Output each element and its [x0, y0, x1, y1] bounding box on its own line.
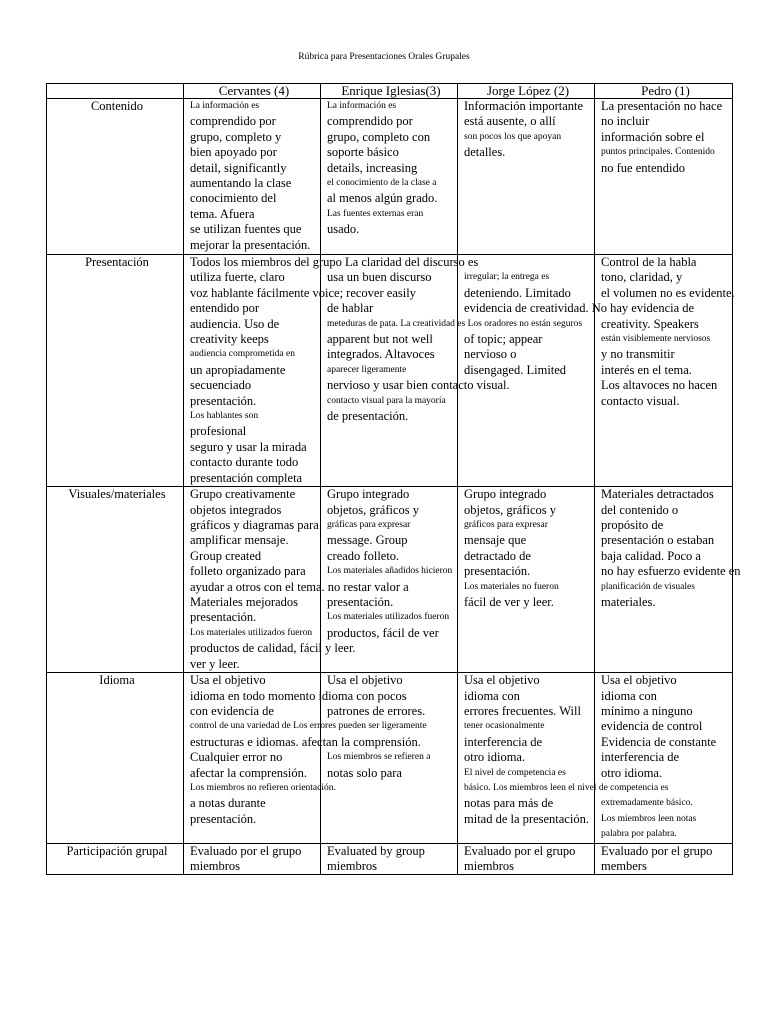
cell-text-line: La información es	[190, 101, 260, 111]
cell-text-line: creado folleto.	[327, 548, 400, 563]
cell-text-line: idioma con	[601, 688, 657, 703]
cell-text-line: son pocos los que apoyan	[464, 131, 562, 142]
cell-text-line: soporte básico	[327, 145, 399, 160]
cell-text-line: Materiales mejorados	[190, 594, 298, 609]
cell-text-line: Los miembros se refieren a	[327, 752, 431, 763]
cell-text-line: presentación.	[190, 610, 257, 625]
cell-text-line: a notas durante	[190, 796, 266, 811]
cell-text-line: nervioso y usar bien contacto visual.	[327, 378, 510, 393]
cell-text-line: está ausente, o allí	[464, 114, 556, 129]
cell-text-line: básico. Los miembros leen el nivel de competencia es	[464, 782, 669, 793]
rubric-cell	[595, 99, 733, 255]
row-label-visuales: Visuales/materiales	[47, 487, 184, 673]
cell-text-line: gráficas para expresar	[327, 519, 411, 530]
cell-text-line: de hablar	[327, 301, 374, 316]
cell-text-line: miembros	[327, 858, 377, 873]
cell-text-line: planificación de visuales	[601, 581, 695, 592]
cell-text-line: interferencia de	[601, 750, 680, 765]
cell-text-line: contacto visual.	[601, 393, 680, 408]
cell-text-line: Materiales detractados	[601, 487, 714, 502]
cell-text-line: presentación.	[327, 594, 394, 609]
cell-text-line: integrados. Altavoces	[327, 347, 435, 362]
cell-text-line: notas solo para	[327, 765, 402, 780]
cell-text-line: interés en el tema.	[601, 362, 692, 377]
cell-text-line: meteduras de pata. La creatividad es Los oradores no están seguros	[327, 318, 583, 329]
cell-text-line: gráficos y diagramas para	[190, 517, 319, 532]
cell-text-line: comprendido por	[190, 114, 276, 129]
cell-text-line: El nivel de competencia es	[464, 767, 566, 778]
cell-text-line: productos de calidad, fácil y leer.	[190, 641, 356, 656]
cell-text-line: Usa el objetivo	[464, 673, 540, 688]
cell-text-line: apparent but not well	[327, 332, 433, 347]
document-title: Rúbrica para Presentaciones Orales Grupales	[298, 52, 470, 62]
cell-text-line: audiencia comprometida en	[190, 349, 295, 360]
cell-text-line: se utilizan fuentes que	[190, 222, 302, 237]
cell-text-line: no hay esfuerzo evidente en	[601, 564, 741, 579]
cell-text-line	[464, 255, 592, 270]
cell-text-line: Evaluado por el grupo	[190, 843, 302, 858]
cell-text-line: Los altavoces no hacen	[601, 378, 718, 393]
cell-text-line: bien apoyado por	[190, 145, 277, 160]
cell-text-line: Los miembros leen notas	[601, 813, 697, 824]
rubric-cell	[458, 843, 595, 875]
cell-text-line: evidencia de creatividad. No hay evidencia de	[464, 301, 695, 316]
cell-text-line: el volumen no es evidente.	[601, 285, 735, 300]
cell-text-line: Información importante	[464, 99, 584, 113]
cell-text-line: disengaged. Limited	[464, 362, 567, 377]
cell-text-line: conocimiento del	[190, 191, 277, 206]
rubric-cell	[458, 99, 595, 255]
cell-text-line: ver y leer.	[190, 656, 240, 671]
cell-text-line: La presentación no hace	[601, 99, 723, 113]
cell-text-line: otro idioma.	[601, 765, 663, 780]
cell-text-line: estructuras e idiomas. afectan la comprensión.	[190, 734, 421, 749]
cell-text-line: Usa el objetivo	[327, 673, 403, 688]
cell-text-line: palabra por palabra.	[601, 829, 677, 840]
cell-text-line: deteniendo. Limitado	[464, 285, 571, 300]
cell-text-line: ayudar a otros con el tema. no restar valor a	[190, 579, 409, 594]
cell-text-line: voz hablante fácilmente voice; recover easily	[190, 285, 416, 300]
cell-text-line: baja calidad. Poco a	[601, 548, 701, 563]
cell-text-line: idioma con	[464, 688, 520, 703]
cell-text-line: de presentación.	[327, 409, 409, 424]
row-label-presentacion: Presentación	[47, 255, 184, 487]
cell-text-line: detail, significantly	[190, 160, 287, 175]
cell-text-line: patrones de errores.	[327, 703, 426, 718]
cell-text-line: el conocimiento de la clase a	[327, 178, 437, 189]
cell-text-line: folleto organizado para	[190, 564, 306, 579]
row-contenido	[47, 99, 733, 255]
cell-text-line: Grupo integrado	[464, 487, 547, 502]
cell-text-line: Control de la habla	[601, 255, 697, 269]
row-label-participacion: Participación grupal	[47, 843, 184, 875]
cell-text-line: productos, fácil de ver	[327, 625, 439, 640]
cell-text-line: grupo, completo y	[190, 129, 282, 144]
cell-text-line: Los materiales utilizados fueron	[327, 612, 450, 623]
cell-text-line: grupo, completo con	[327, 129, 431, 144]
cell-text-line: Los materiales añadidos hicieron	[327, 566, 453, 577]
cell-text-line: miembros	[190, 858, 240, 873]
row-label-idioma: Idioma	[47, 673, 184, 843]
cell-text-line: notas para más de	[464, 796, 554, 811]
cell-text-line: tono, claridad, y	[601, 270, 683, 285]
cell-text-line: aumentando la clase	[190, 176, 292, 191]
row-label-contenido: Contenido	[47, 99, 184, 255]
cell-text-line: members	[601, 858, 647, 873]
header-row	[47, 84, 733, 99]
cell-text-line: control de una variedad de Los errores pueden ser ligeramente	[190, 721, 427, 732]
cell-text-line: al menos algún grado.	[327, 191, 438, 206]
cell-text-line: un apropiadamente	[190, 362, 286, 377]
cell-text-line: detalles.	[464, 145, 506, 160]
cell-text-line: presentación.	[190, 393, 257, 408]
cell-text-line: detractado de	[464, 548, 531, 563]
cell-text-line: con evidencia de	[190, 703, 274, 718]
cell-text-line: no incluir	[601, 114, 650, 129]
cell-text-line: puntos principales. Contenido	[601, 147, 715, 158]
cell-text-line: Los materiales utilizados fueron	[190, 627, 313, 638]
cell-text-line: seguro y usar la mirada	[190, 439, 307, 454]
cell-text-line: objetos, gráficos y	[464, 502, 556, 517]
cell-text-line: secuenciado	[190, 378, 252, 393]
cell-text-line: gráficos para expresar	[464, 519, 548, 530]
cell-text-line: afectar la comprensión.	[190, 765, 307, 780]
cell-text-line: Cualquier error no	[190, 750, 283, 765]
cell-text-line: profesional	[190, 424, 247, 439]
cell-text-line: creativity. Speakers	[601, 316, 699, 331]
cell-text-line: utiliza fuerte, claro	[190, 270, 285, 285]
cell-text-line: Los hablantes son	[190, 411, 259, 422]
cell-text-line: miembros	[464, 858, 514, 873]
cell-text-line: entendido por	[190, 301, 260, 316]
cell-text-line: interferencia de	[464, 734, 543, 749]
cell-text-line: mejorar la presentación.	[190, 237, 311, 252]
rubric-cell	[595, 673, 733, 843]
row-idioma	[47, 673, 733, 843]
rubric-cell	[595, 255, 733, 487]
cell-text-line: aparecer ligeramente	[327, 364, 407, 375]
cell-text-line: Los miembros no refieren orientación.	[190, 782, 336, 793]
rubric-cell	[184, 99, 321, 255]
header-cell-jorge-lopez: Jorge López (2)	[458, 84, 595, 99]
cell-text-line: usado.	[327, 222, 360, 237]
cell-text-line: Los materiales no fueron	[464, 581, 559, 592]
cell-text-line: propósito de	[601, 517, 664, 532]
cell-text-line: usa un buen discurso	[327, 270, 432, 285]
header-cell-criteria	[47, 84, 184, 99]
rubric-table	[46, 83, 741, 875]
cell-text-line: Grupo creativamente	[190, 487, 296, 502]
header-cell-cervantes: Cervantes (4)	[184, 84, 321, 99]
cell-text-line: mensaje que	[464, 533, 527, 548]
cell-text-line: Evaluado por el grupo	[601, 843, 713, 858]
cell-text-line: objetos, gráficos y	[327, 502, 419, 517]
cell-text-line: del contenido o	[601, 502, 679, 517]
cell-text-line: message. Group	[327, 533, 408, 548]
cell-text-line: Evaluated by group	[327, 843, 425, 858]
cell-text-line: Evidencia de constante	[601, 734, 717, 749]
cell-text-line: Las fuentes externas eran	[327, 208, 424, 219]
row-visuales	[47, 487, 733, 673]
cell-text-line: audiencia. Uso de	[190, 316, 280, 331]
cell-text-line: extremadamente básico.	[601, 798, 693, 809]
cell-text-line: otro idioma.	[464, 750, 526, 765]
cell-text-line: Grupo integrado	[327, 487, 410, 502]
rubric-cell	[184, 843, 321, 875]
cell-text-line: tema. Afuera	[190, 206, 255, 221]
cell-text-line: Evaluado por el grupo	[464, 843, 576, 858]
cell-text-line: presentación.	[464, 564, 531, 579]
rubric-cell	[595, 843, 733, 875]
cell-text-line: errores frecuentes. Will	[464, 703, 581, 718]
cell-text-line: La información es	[327, 101, 397, 111]
cell-text-line: nervioso o	[464, 347, 517, 362]
cell-text-line: mínimo a ninguno	[601, 703, 693, 718]
rubric-cell	[595, 487, 741, 673]
cell-text-line: of topic; appear	[464, 332, 543, 347]
cell-text-line: y no transmitir	[601, 347, 675, 362]
cell-text-line: objetos integrados	[190, 502, 282, 517]
rubric-cell	[321, 843, 458, 875]
cell-text-line: irregular; la entrega es	[464, 272, 550, 283]
cell-text-line: amplificar mensaje.	[190, 533, 289, 548]
cell-text-line: contacto durante todo	[190, 455, 299, 470]
rubric-cell	[321, 99, 458, 255]
cell-text-line: details, increasing	[327, 160, 418, 175]
cell-text-line: están visiblemente nerviosos	[601, 334, 711, 345]
cell-text-line: tener ocasionalmente	[464, 721, 545, 732]
cell-text-line: mitad de la presentación.	[464, 811, 589, 826]
cell-text-line: Todos los miembros del grupo La claridad del discurso es	[190, 255, 479, 269]
header-cell-pedro: Pedro (1)	[595, 84, 733, 99]
row-presentacion	[47, 255, 733, 487]
cell-text-line: materiales.	[601, 594, 656, 609]
cell-text-line: idioma en todo momento idioma con pocos	[190, 688, 407, 703]
cell-text-line: contacto visual para la mayoría	[327, 395, 446, 406]
cell-text-line: Group created	[190, 548, 262, 563]
row-participacion	[47, 843, 733, 875]
cell-text-line: fácil de ver y leer.	[464, 594, 554, 609]
cell-text-line: presentación o estaban	[601, 533, 715, 548]
cell-text-line: Usa el objetivo	[190, 673, 266, 688]
cell-text-line: creativity keeps	[190, 332, 269, 347]
header-cell-enrique-iglesias: Enrique Iglesias(3)	[321, 84, 458, 99]
cell-text-line: no fue entendido	[601, 160, 686, 175]
rubric-cell	[458, 487, 595, 673]
cell-text-line: información sobre el	[601, 129, 705, 144]
cell-text-line: Usa el objetivo	[601, 673, 677, 688]
cell-text-line: presentación.	[190, 811, 257, 826]
cell-text-line: comprendido por	[327, 114, 413, 129]
cell-text-line: evidencia de control	[601, 719, 703, 734]
cell-text-line: presentación completa	[190, 470, 303, 485]
